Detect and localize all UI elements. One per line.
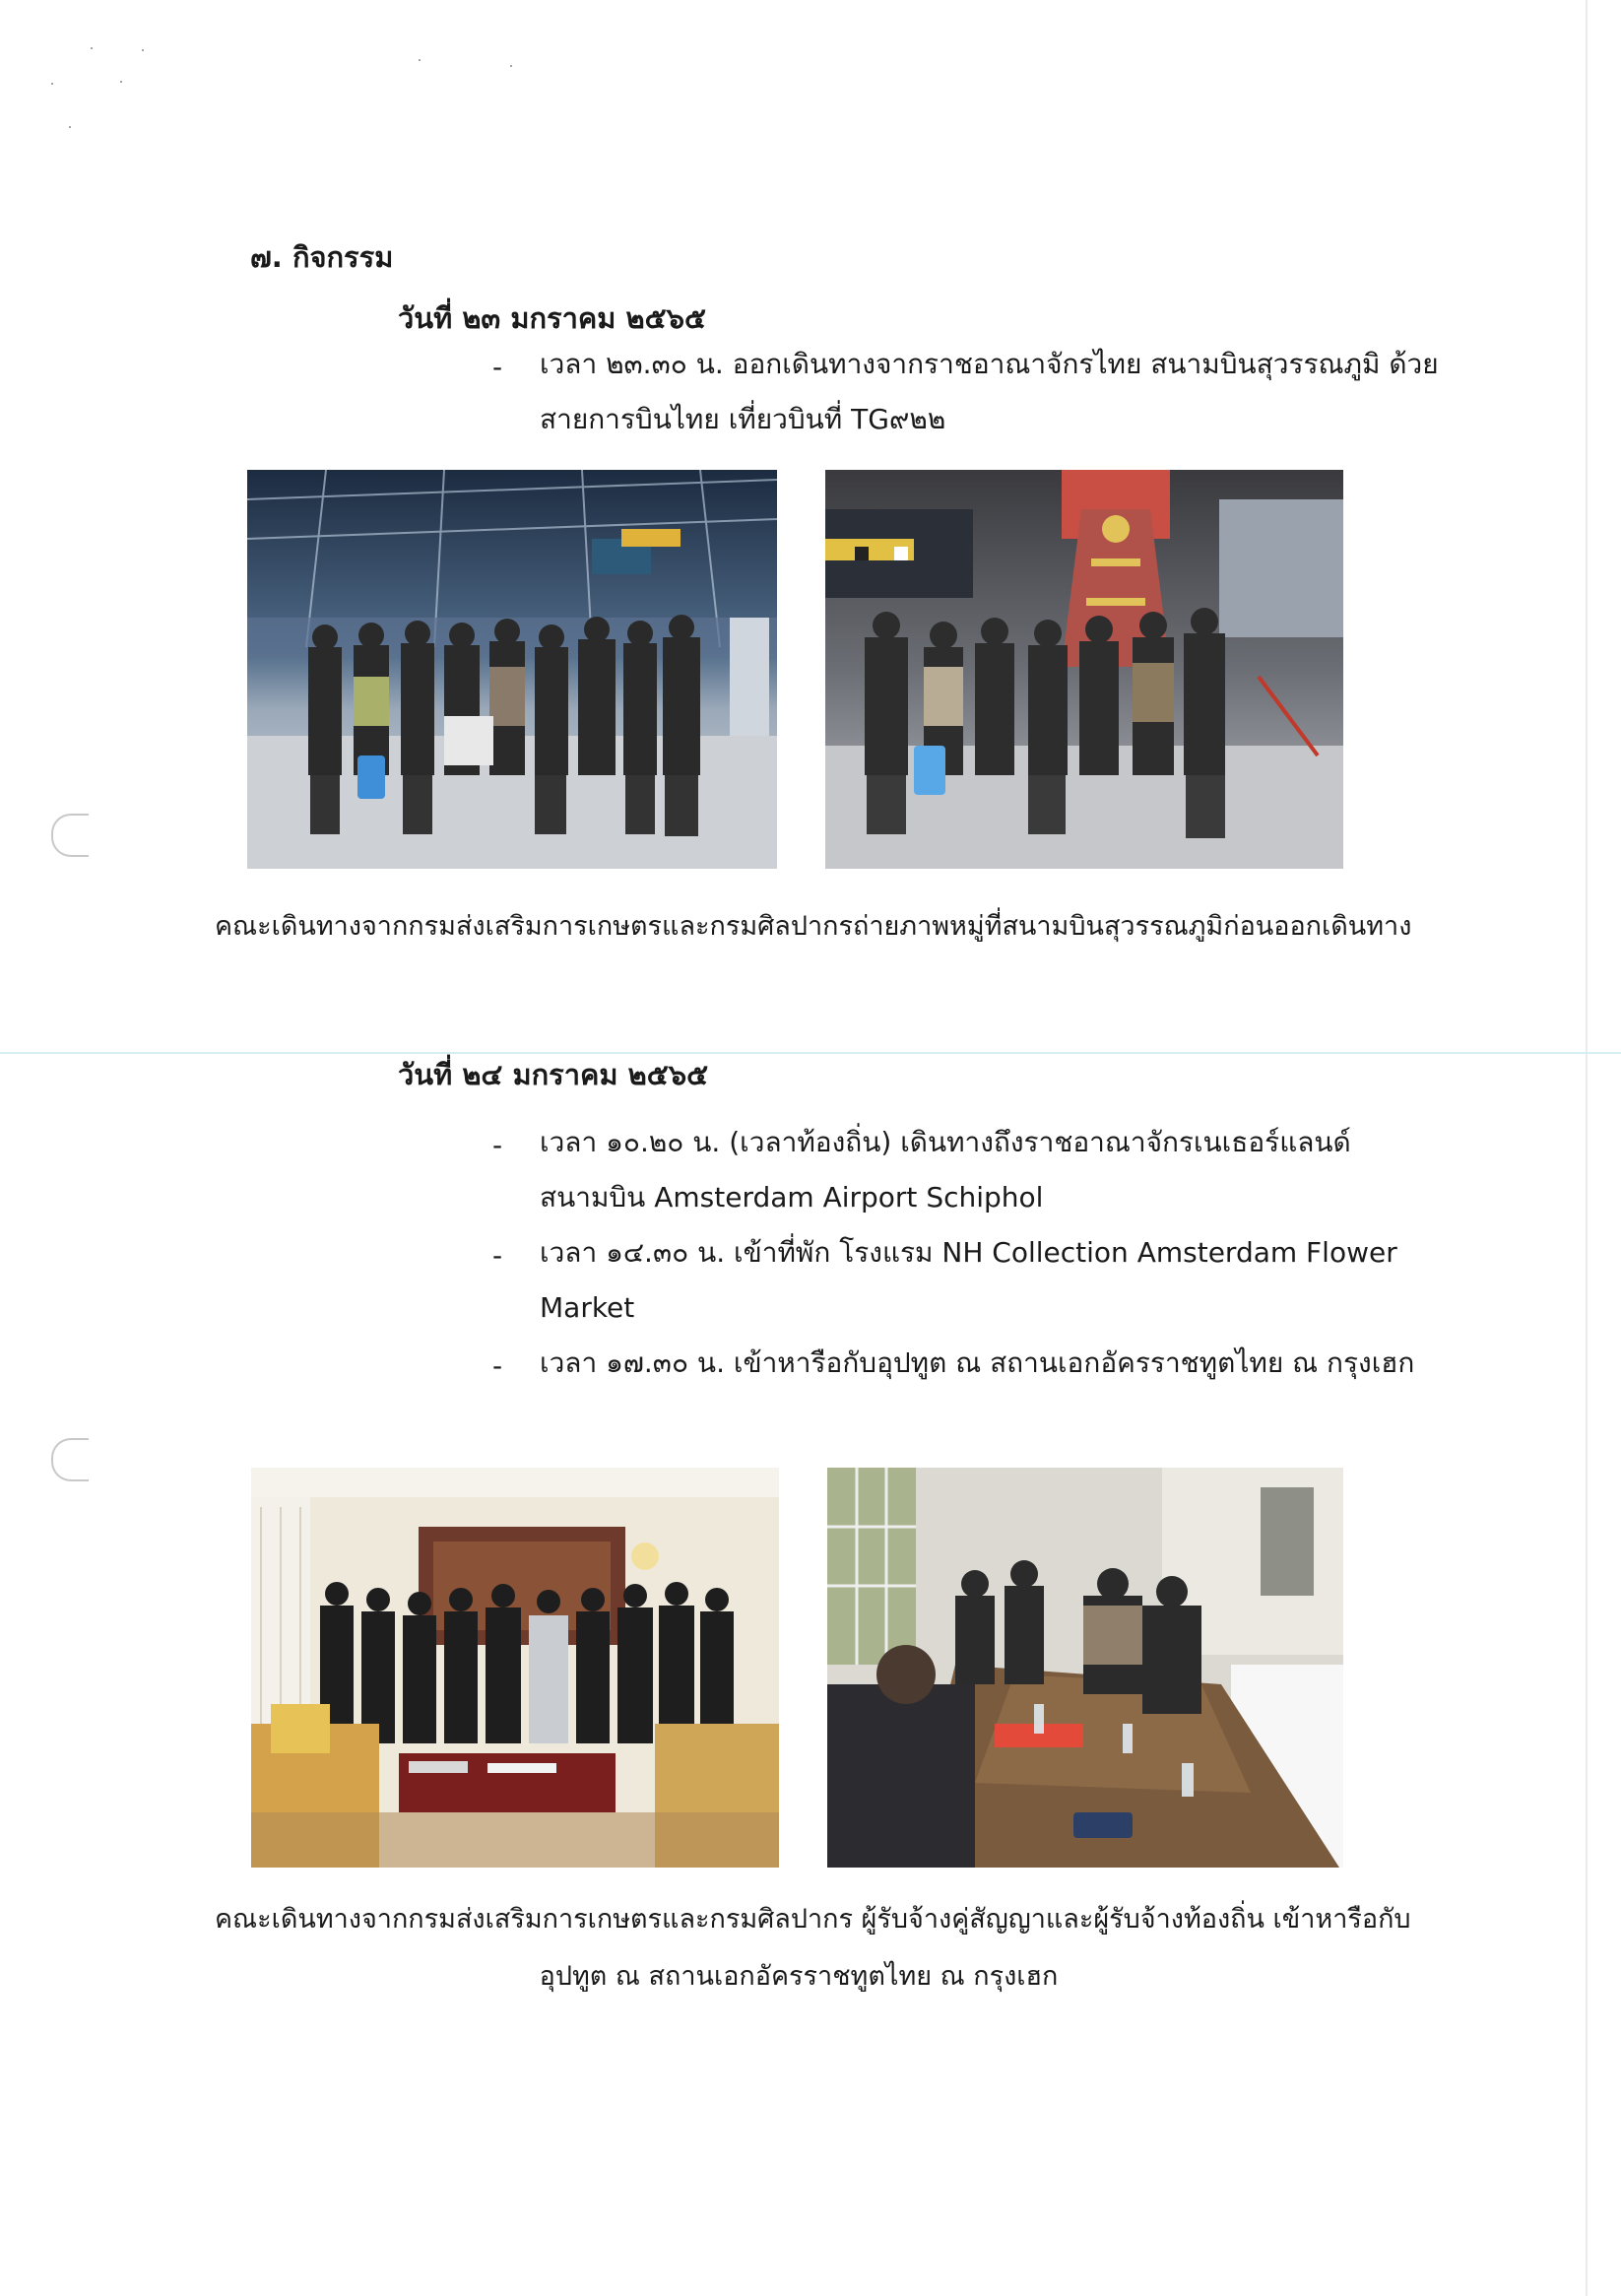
scan-speck [51, 83, 53, 85]
section-title: กิจกรรม [292, 240, 394, 274]
scan-speck [142, 49, 144, 51]
scan-line [0, 1052, 1621, 1054]
bullet-dash: - [492, 1239, 503, 1272]
photo-embassy-meeting [827, 1468, 1343, 1868]
bullet-dash: - [492, 351, 503, 383]
day2-item2-line1: เวลา ๑๔.๓๐ น. เข้าที่พัก โรงแรม NH Collection Amsterdam Flower [540, 1236, 1397, 1269]
scan-speck [69, 126, 71, 128]
photo-airport-group-2 [825, 470, 1343, 869]
day1-heading: วันที่ ๒๓ มกราคม ๒๕๖๕ [398, 301, 706, 335]
day2-item1-line2: สนามบิน Amsterdam Airport Schiphol [540, 1181, 1044, 1214]
day2-item3-line1: เวลา ๑๗.๓๐ น. เข้าหารือกับอุปทูต ณ สถานเอกอัครราชทูตไทย ณ กรุงเฮก [540, 1346, 1415, 1379]
punch-hole [51, 814, 89, 857]
scan-speck [510, 65, 512, 67]
day1-item1-line2: สายการบินไทย เที่ยวบินที่ TG๙๒๒ [540, 403, 946, 435]
punch-hole [51, 1438, 89, 1481]
day1-item1-line1: เวลา ๒๓.๓๐ น. ออกเดินทางจากราชอาณาจักรไทย สนามบินสุวรรณภูมิ ด้วย [540, 348, 1439, 380]
day2-item1-line1: เวลา ๑๐.๒๐ น. (เวลาท้องถิ่น) เดินทางถึงราชอาณาจักรเนเธอร์แลนด์ [540, 1126, 1351, 1158]
day2-heading: วันที่ ๒๔ มกราคม ๒๕๖๕ [398, 1058, 709, 1091]
bullet-dash: - [492, 1129, 503, 1161]
day2-photo-caption-line1: คณะเดินทางจากกรมส่งเสริมการเกษตรและกรมศิลปากร ผู้รับจ้างคู่สัญญาและผู้รับจ้างท้องถิ่น เข้าหารือกับ [215, 1904, 1411, 1935]
section-number: ๗. [250, 240, 283, 274]
scan-speck [91, 47, 93, 49]
day1-photo-caption: คณะเดินทางจากกรมส่งเสริมการเกษตรและกรมศิลปากรถ่ายภาพหมู่ที่สนามบินสุวรรณภูมิก่อนออกเดินทาง [215, 911, 1412, 942]
scan-speck [419, 59, 421, 61]
photo-embassy-group [251, 1468, 779, 1868]
scan-speck [120, 81, 122, 83]
bullet-dash: - [492, 1349, 503, 1382]
day2-photo-caption-line2: อุปทูต ณ สถานเอกอัครราชทูตไทย ณ กรุงเฮก [539, 1961, 1059, 1992]
scan-edge [1586, 0, 1588, 2296]
photo-airport-group-1 [247, 470, 777, 869]
day2-item2-line2: Market [540, 1291, 635, 1324]
section-heading [250, 234, 393, 280]
